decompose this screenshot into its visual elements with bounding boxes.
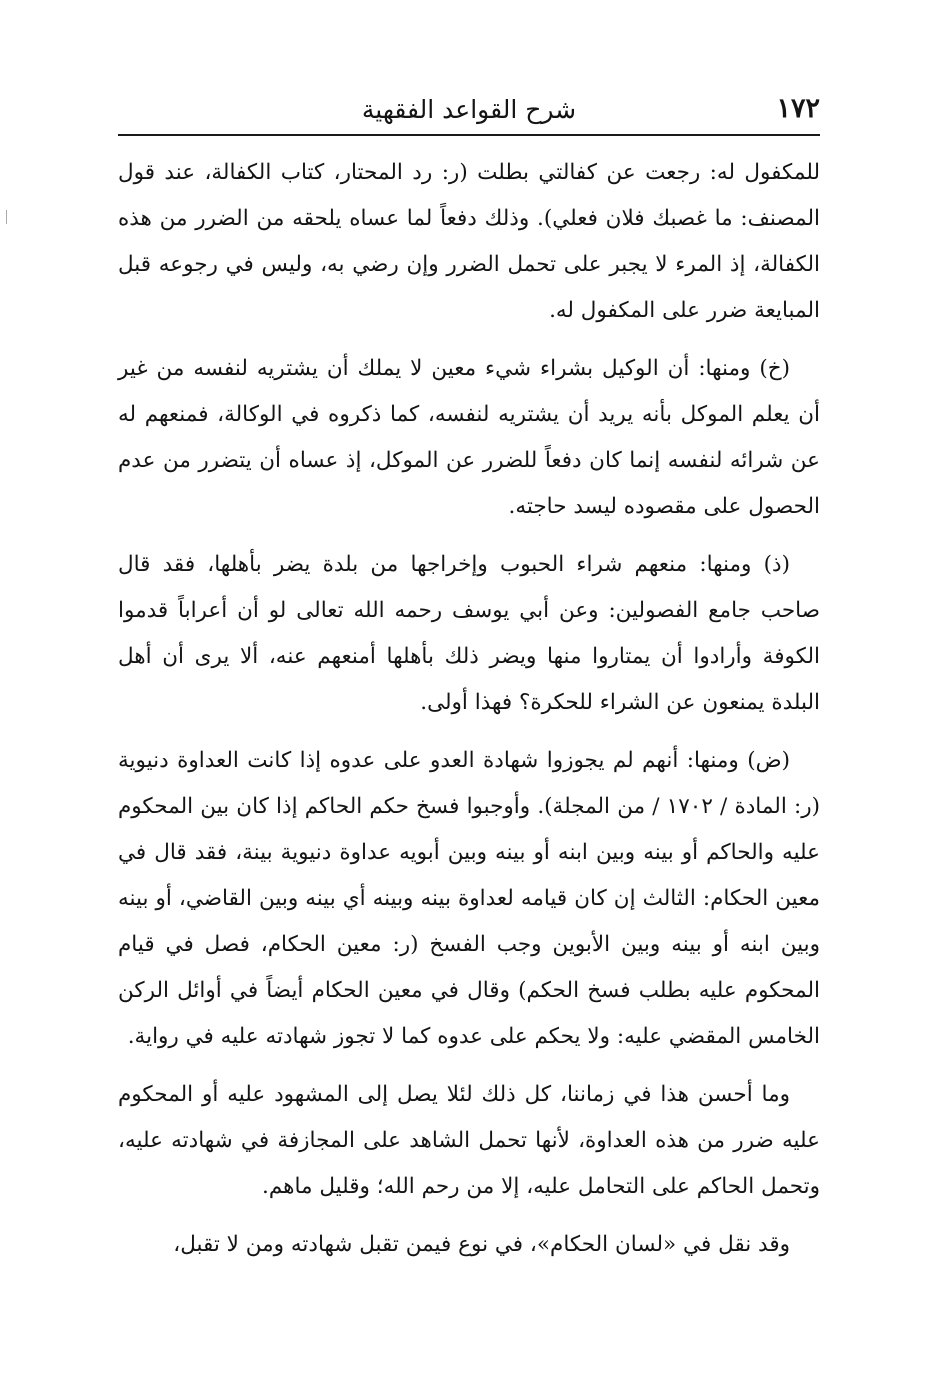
paragraph-dad: (ض) ومنها: أنهم لم يجوزوا شهادة العدو على عدوه إذا كانت العداوة دنيوية (ر: المادة / ١٧٠٢ / من المجلة). وأوجبوا فسخ حكم الحاكم إذا كان بين المحكوم عليه والحاكم أو بينه وبين ابنه أو بينه وبين أبويه عداوة دنيوية بينة، فقد قال في معين الحكام: الثالث إن كان قيامه لعداوة بينه وبينه أي بينه وبين القاضي، أو بينه وبين ابنه أو بينه وبين الأبوين وجب الفسخ (ر: معين الحكام، فصل في قيام المحكوم عليه بطلب فسخ الحكم) وقال في معين الحكام أيضاً في أوائل الركن الخامس المقضي عليه: ولا يحكم على عدوه كما لا تجوز شهادته عليه في رواية. xyxy=(118,748,820,1049)
page-header xyxy=(118,88,820,136)
paragraph-kafala: للمكفول له: رجعت عن كفالتي بطلت (ر: رد المحتار، كتاب الكفالة، عند قول المصنف: ما غصبك فلان فعلي). وذلك دفعاً لما عساه يلحقه من الضرر من هذه الكفالة، إذ المرء لا يجبر على تحمل الضرر وإن رضي به، وليس في رجوعه قبل المبايعة ضرر على المكفول له. xyxy=(118,160,820,323)
running-title: شرح القواعد الفقهية xyxy=(361,95,577,124)
paragraph-kha: (خ) ومنها: أن الوكيل بشراء شيء معين لا يملك أن يشتريه لنفسه من غير أن يعلم الموكل بأنه يريد أن يشتريه لنفسه، كما ذكروه في الوكالة، فمنعهم له عن شرائه لنفسه إنما كان دفعاً للضرر عن الموكل، إذ عساه أن يتضرر من عدم الحصول على مقصوده ليسد حاجته. xyxy=(118,356,820,519)
paragraph-lisan-al-hukkam: وقد نقل في «لسان الحكام»، في نوع فيمن تقبل شهادته ومن لا تقبل، xyxy=(173,1232,790,1257)
margin-mark xyxy=(6,210,7,224)
paragraph-dhal: (ذ) ومنها: منعهم شراء الحبوب وإخراجها من بلدة يضر بأهلها، فقد قال صاحب جامع الفصولين: وعن أبي يوسف رحمه الله تعالى لو أن أعراباً قدموا الكوفة وأرادوا أن يمتاروا منها ويضر ذلك بأهلها أمنعهم عنه، ألا يرى أن أهل البلدة يمنعون عن الشراء للحكرة؟ فهذا أولى. xyxy=(118,552,820,715)
body-text xyxy=(118,150,820,1280)
paragraph-zamanina: وما أحسن هذا في زماننا، كل ذلك لئلا يصل إلى المشهود عليه أو المحكوم عليه ضرر من هذه العداوة، لأنها تحمل الشاهد على المجازفة في شهادته عليه، وتحمل الحاكم على التحامل عليه، إلا من رحم الله؛ وقليل ماهم. xyxy=(118,1082,820,1199)
page-number: ١٧٢ xyxy=(776,93,820,124)
